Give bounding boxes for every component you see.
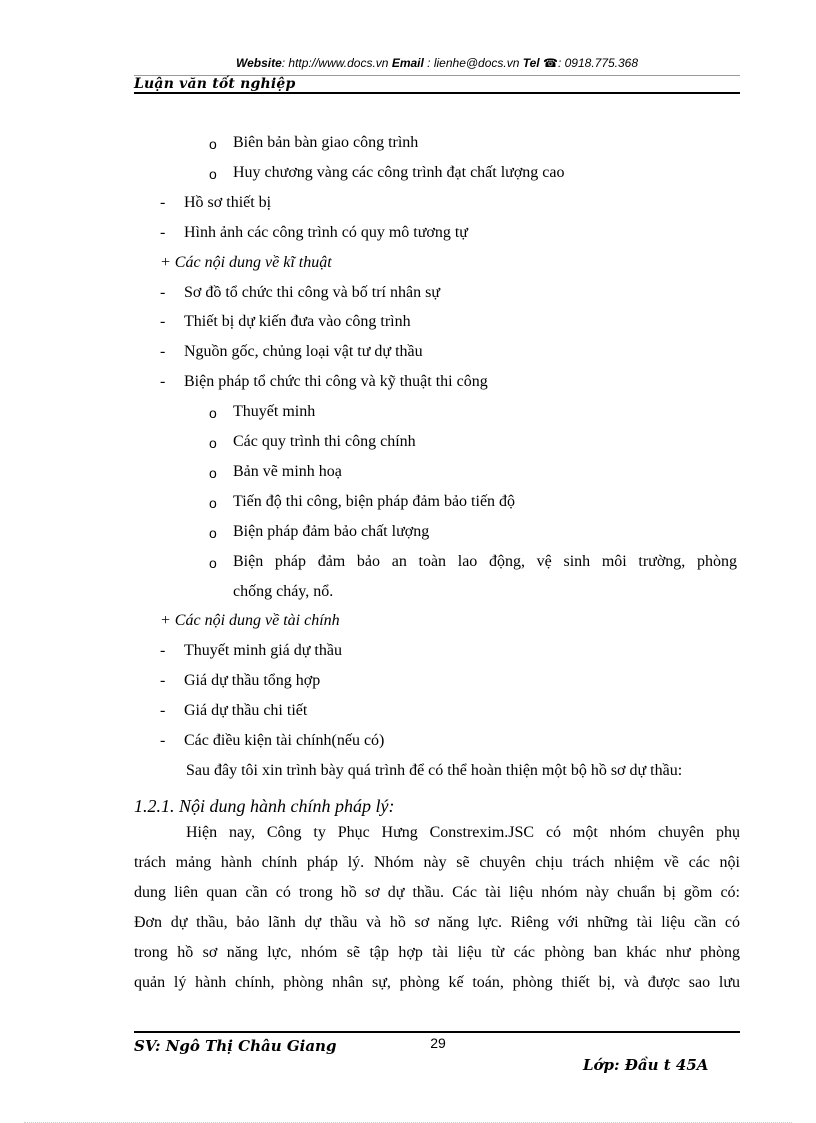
paragraph-line: Đơn dự thầu, bảo lãnh dự thầu và hồ sơ năng lực. Riêng với những tài liệu cần có <box>134 914 740 931</box>
list-item: Biện pháp đảm bảo an toàn lao động, vệ sinh môi trường, phòng <box>233 553 737 570</box>
bullet-dash: - <box>160 313 166 330</box>
bullet-dash: - <box>160 642 166 659</box>
bullet-dash: - <box>160 343 166 360</box>
subheading-financial: + Các nội dung về tài chính <box>160 612 340 629</box>
bullet-dash: - <box>160 373 166 390</box>
list-item: Bản vẽ minh hoạ <box>233 463 342 480</box>
bullet-o: o <box>209 465 217 481</box>
page-number: 29 <box>430 1035 446 1051</box>
bullet-o: o <box>209 495 217 511</box>
bullet-o: o <box>209 555 217 571</box>
paragraph-line: trong hồ sơ năng lực, nhóm sẽ tập hợp tài liệu từ các phòng ban khác như phòng <box>134 944 740 961</box>
email-value: : lienhe@docs.vn <box>427 56 520 70</box>
bullet-o: o <box>209 525 217 541</box>
tel-label: Tel <box>522 56 540 70</box>
list-item: Biện pháp đảm bảo chất lượng <box>233 523 430 540</box>
website-value: : http://www.docs.vn <box>281 56 389 70</box>
document-title: Luận văn tốt nghiệp <box>134 76 296 92</box>
list-item: Thiết bị dự kiến đưa vào công trình <box>184 313 411 330</box>
list-item: Hình ảnh các công trình có quy mô tương tự <box>184 224 468 241</box>
bullet-dash: - <box>160 284 166 301</box>
bullet-dash: - <box>160 702 166 719</box>
bullet-o: o <box>209 166 217 182</box>
tel-value: : 0918.775.368 <box>557 56 639 70</box>
footer-rule <box>134 1031 740 1033</box>
paragraph-line: dung liên quan cần có trong hồ sơ dự thầu. Các tài liệu nhóm này chuẩn bị gồm có: <box>134 884 740 901</box>
header-rule <box>134 92 740 94</box>
list-item: Các điều kiện tài chính(nếu có) <box>184 732 385 749</box>
list-item: Hồ sơ thiết bị <box>184 194 272 211</box>
list-item: Huy chương vàng các công trình đạt chất lượng cao <box>233 164 565 181</box>
bullet-o: o <box>209 405 217 421</box>
list-item: Giá dự thầu tổng hợp <box>184 672 321 689</box>
list-item: Biên bản bàn giao công trình <box>233 134 419 151</box>
list-item: Biện pháp tổ chức thi công và kỹ thuật thi công <box>184 373 488 390</box>
bullet-o: o <box>209 136 217 152</box>
telephone-icon: ☎ <box>543 56 558 70</box>
intro-paragraph: Sau đây tôi xin trình bày quá trình để có thể hoàn thiện một bộ hồ sơ dự thầu: <box>186 762 683 779</box>
bullet-dash: - <box>160 194 166 211</box>
paragraph-line: trách mảng hành chính pháp lý. Nhóm này sẽ chuyên chịu trách nhiệm về các nội <box>134 854 740 871</box>
list-item: Nguồn gốc, chủng loại vật tư dự thầu <box>184 343 423 360</box>
footer-class: Lớp: Đầu t 45A <box>583 1056 709 1074</box>
section-heading: 1.2.1. Nội dung hành chính pháp lý: <box>134 796 395 816</box>
email-label: Email <box>391 56 424 70</box>
bullet-dash: - <box>160 732 166 749</box>
paragraph-line: Hiện nay, Công ty Phục Hưng Constrexim.JSC có một nhóm chuyên phụ <box>186 824 740 841</box>
list-item: Thuyết minh giá dự thầu <box>184 642 342 659</box>
bullet-dash: - <box>160 224 166 241</box>
website-label: Website <box>235 56 282 70</box>
list-item: Giá dự thầu chi tiết <box>184 702 308 719</box>
header-contact-line <box>134 56 740 70</box>
list-item: Sơ đồ tổ chức thi công và bố trí nhân sự <box>184 284 440 301</box>
list-item: Thuyết minh <box>233 403 316 420</box>
footer-student-name: SV: Ngô Thị Châu Giang <box>134 1037 337 1055</box>
list-item: Các quy trình thi công chính <box>233 433 416 450</box>
list-item-continuation: chống cháy, nổ. <box>233 583 334 600</box>
bullet-dash: - <box>160 672 166 689</box>
subheading-technical: + Các nội dung về kĩ thuật <box>160 254 332 271</box>
bullet-o: o <box>209 435 217 451</box>
paragraph-line: quản lý hành chính, phòng nhân sự, phòng kế toán, phòng thiết bị, và được sao lưu <box>134 974 740 991</box>
list-item: Tiến độ thi công, biện pháp đảm bảo tiến độ <box>233 493 516 510</box>
